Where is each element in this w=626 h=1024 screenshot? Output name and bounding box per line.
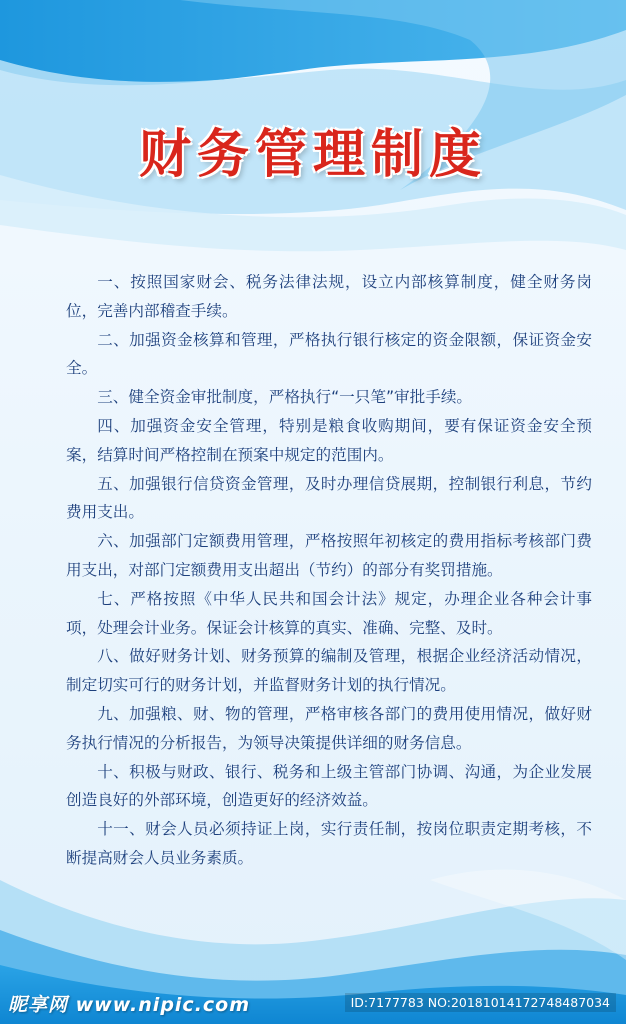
rules-list xyxy=(66,268,592,873)
rule-item: 二、加强资金核算和管理，严格执行银行核定的资金限额，保证资金安全。 xyxy=(66,330,592,378)
rule-item: 九、加强粮、财、物的管理，严格审核各部门的费用使用情况，做好财务执行情况的分析报告，为领导决策提供详细的财务信息。 xyxy=(66,704,592,752)
rule-item: 十、积极与财政、银行、税务和上级主管部门协调、沟通，为企业发展创造良好的外部环境，创造更好的经济效益。 xyxy=(66,762,592,810)
rule-item: 八、做好财务计划、财务预算的编制及管理，根据企业经济活动情况，制定切实可行的财务计划，并监督财务计划的执行情况。 xyxy=(66,647,592,695)
rule-item: 三、健全资金审批制度，严格执行“一只笔”审批手续。 xyxy=(97,388,473,407)
rule-item: 十一、财会人员必须持证上岗，实行责任制，按岗位职责定期考核，不断提高财会人员业务素质。 xyxy=(66,820,592,867)
rule-item: 七、严格按照《中华人民共和国会计法》规定，办理企业各种会计事项，处理会计业务。保证会计核算的真实、准确、完整、及时。 xyxy=(66,589,592,637)
watermark-logo: 昵享网 www.nipic.com xyxy=(8,994,251,1016)
rule-item: 六、加强部门定额费用管理，严格按照年初核定的费用指标考核部门费用支出，对部门定额费用支出超出（节约）的部分有奖罚措施。 xyxy=(66,532,592,579)
rule-item: 一、按照国家财会、税务法律法规，设立内部核算制度，健全财务岗位，完善内部稽查手续。 xyxy=(66,273,592,320)
rule-item: 五、加强银行信贷资金管理，及时办理信贷展期，控制银行利息，节约费用支出。 xyxy=(66,474,592,522)
rule-item: 四、加强资金安全管理，特别是粮食收购期间，要有保证资金安全预案，结算时间严格控制在预案中规定的范围内。 xyxy=(66,416,592,464)
page-title: 财务管理制度 xyxy=(138,124,487,185)
image-id-label: ID:7177783 NO:20181014172748487034 xyxy=(345,993,616,1012)
